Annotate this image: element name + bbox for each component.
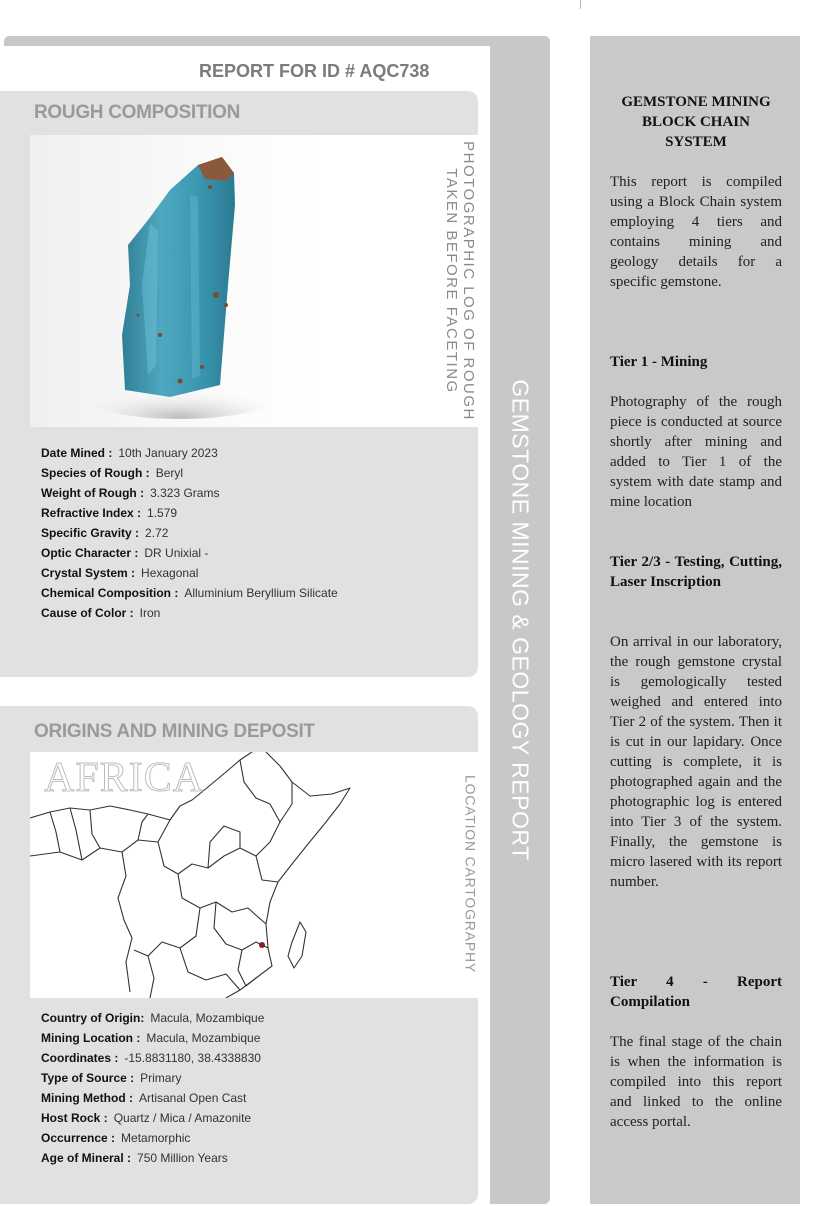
detail-row — [41, 543, 338, 563]
detail-row — [41, 443, 338, 463]
detail-label: Country of Origin: — [41, 1011, 145, 1025]
rough-photo-area — [30, 135, 478, 427]
detail-value: Primary — [140, 1071, 182, 1085]
map-region-label: AFRICA — [44, 755, 205, 801]
detail-row — [41, 603, 338, 623]
detail-value: 1.579 — [147, 506, 178, 520]
detail-label: Optic Character : — [41, 546, 139, 560]
rough-caption-line1: PHOTOGRAPHIC LOG OF ROUGH — [460, 141, 477, 421]
detail-row — [41, 1028, 264, 1048]
detail-value: 2.72 — [145, 526, 169, 540]
detail-label: Host Rock : — [41, 1111, 108, 1125]
detail-row — [41, 483, 338, 503]
rough-photo-caption — [443, 141, 477, 421]
detail-label: Chemical Composition : — [41, 586, 179, 600]
detail-label: Mining Location : — [41, 1031, 141, 1045]
detail-value: Metamorphic — [121, 1131, 191, 1145]
map-area — [30, 752, 478, 998]
detail-label: Age of Mineral : — [41, 1151, 132, 1165]
tier4-text: The final stage of the chain is when the information is compiled into this report and linked to the online access portal. — [610, 1034, 782, 1130]
sidebar-title: GEMSTONE MINING BLOCK CHAIN SYSTEM — [621, 94, 771, 150]
detail-value: Hexagonal — [141, 566, 199, 580]
detail-label: Weight of Rough : — [41, 486, 145, 500]
detail-label: Refractive Index : — [41, 506, 142, 520]
report-id-heading: REPORT FOR ID # AQC738 — [199, 61, 430, 81]
detail-value: Artisanal Open Cast — [138, 1091, 247, 1105]
detail-value: Iron — [139, 606, 161, 620]
detail-row — [41, 1088, 264, 1108]
detail-row — [41, 583, 338, 603]
rough-gemstone-photo — [30, 135, 322, 427]
detail-row — [41, 1108, 264, 1128]
location-caption: LOCATION CARTOGRAPHY — [462, 774, 479, 974]
detail-row — [41, 463, 338, 483]
detail-label: Date Mined : — [41, 446, 113, 460]
detail-label: Occurrence : — [41, 1131, 116, 1145]
tier1-text: Photography of the rough piece is conducted at source shortly after mining and added to Tier 1 of the system with date stamp and mine location — [610, 394, 782, 510]
tier23-heading: Tier 2/3 - Testing, Cutting, Laser Inscription — [610, 554, 782, 590]
tier23-text: On arrival in our laboratory, the rough gemstone crystal is gemologically tested weighed and entered into Tier 2 of the system. Then it is cut in our lapidary. Once cutting is complete, it is photographed again and the photographic log is entered into Tier 3 of the system. Finally, the gemstone is micro lasered with its report number. — [610, 634, 782, 890]
tier4-heading: Tier 4 - Report Compilation — [610, 974, 782, 1010]
sidebar-intro: This report is compiled using a Block Chain system employing 4 tiers and contains mining and geology details for a specific gemstone. — [610, 174, 782, 290]
origins-details — [41, 1008, 264, 1168]
rough-details — [41, 443, 338, 623]
detail-value: Quartz / Mica / Amazonite — [113, 1111, 252, 1125]
detail-value: Macula, Mozambique — [146, 1031, 261, 1045]
detail-row — [41, 1128, 264, 1148]
detail-value: 10th January 2023 — [118, 446, 218, 460]
rough-composition-title: ROUGH COMPOSITION — [34, 102, 241, 123]
africa-map — [30, 752, 368, 998]
detail-label: Crystal System : — [41, 566, 136, 580]
detail-label: Specific Gravity : — [41, 526, 140, 540]
detail-row — [41, 563, 338, 583]
detail-label: Type of Source : — [41, 1071, 135, 1085]
detail-row — [41, 523, 338, 543]
detail-value: 3.323 Grams — [150, 486, 220, 500]
vertical-report-title: GEMSTONE MINING & GEOLOGY REPORT — [507, 379, 534, 861]
detail-value: DR Unixial - — [144, 546, 209, 560]
detail-row — [41, 1008, 264, 1028]
detail-value: 750 Million Years — [137, 1151, 228, 1165]
gemstone-crystal-icon — [30, 135, 322, 427]
detail-value: Alluminium Beryllium Silicate — [184, 586, 338, 600]
detail-value: -15.8831180, 38.4338830 — [124, 1051, 261, 1065]
origins-title: ORIGINS AND MINING DEPOSIT — [34, 721, 315, 742]
detail-label: Mining Method : — [41, 1091, 133, 1105]
detail-row — [41, 503, 338, 523]
detail-value: Macula, Mozambique — [150, 1011, 265, 1025]
detail-row — [41, 1068, 264, 1088]
rough-caption-line2: TAKEN BEFORE FACETING — [443, 168, 460, 394]
detail-row — [41, 1048, 264, 1068]
top-bar — [4, 36, 550, 46]
detail-label: Cause of Color : — [41, 606, 134, 620]
tier1-heading: Tier 1 - Mining — [610, 354, 708, 370]
detail-value: Beryl — [155, 466, 184, 480]
detail-row — [41, 1148, 264, 1168]
detail-label: Species of Rough : — [41, 466, 150, 480]
top-tick-mark — [580, 0, 581, 9]
detail-label: Coordinates : — [41, 1051, 119, 1065]
